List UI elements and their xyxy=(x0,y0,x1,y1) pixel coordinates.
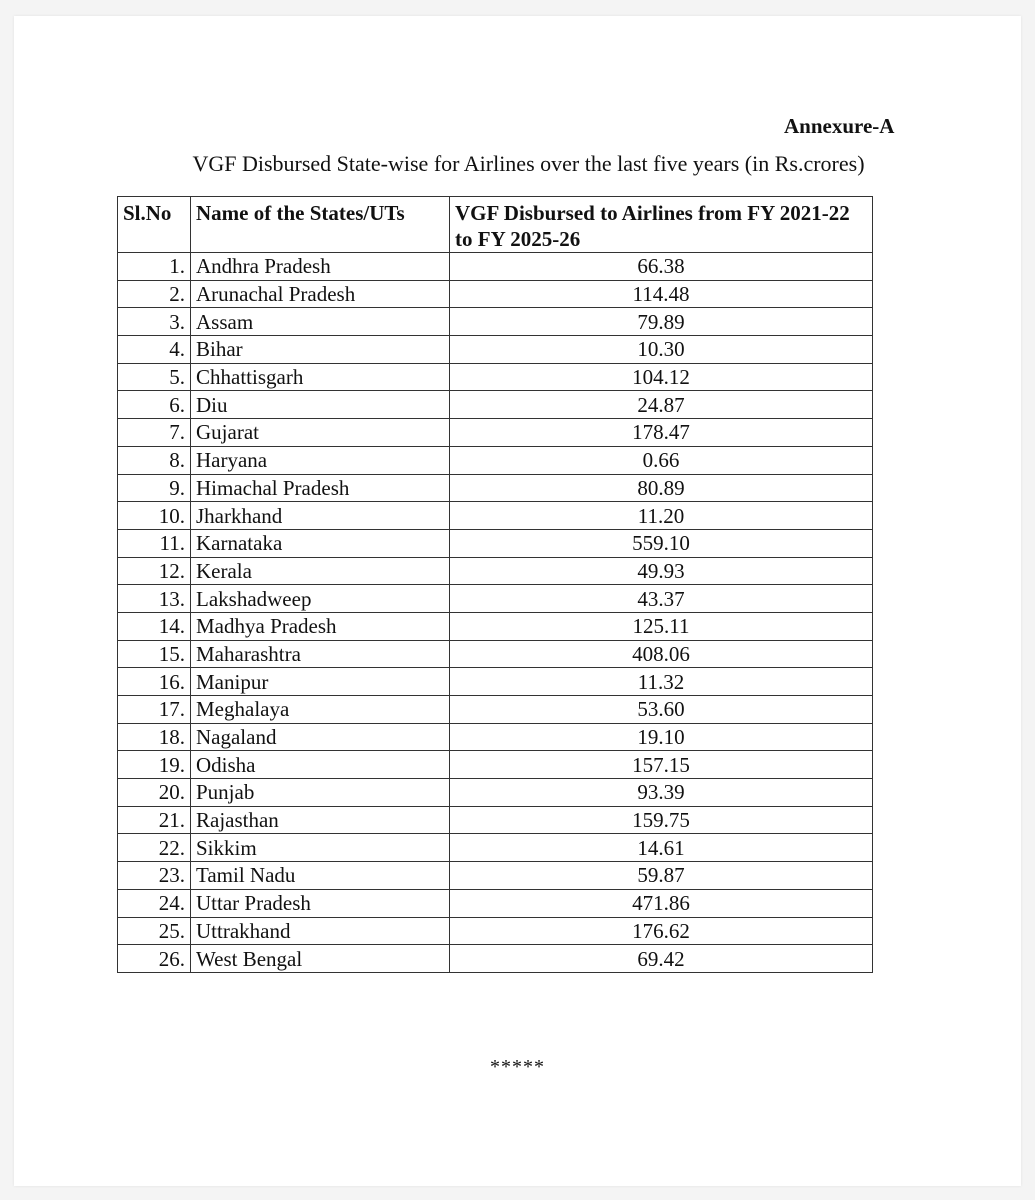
sl-no-cell: 13. xyxy=(118,585,191,613)
vgf-value-cell: 19.10 xyxy=(450,723,873,751)
sl-no-cell: 5. xyxy=(118,363,191,391)
vgf-value-cell: 80.89 xyxy=(450,474,873,502)
sl-no-cell: 7. xyxy=(118,419,191,447)
vgf-value-cell: 53.60 xyxy=(450,696,873,724)
table-body xyxy=(118,253,873,973)
sl-no-cell: 12. xyxy=(118,557,191,585)
sl-no-cell: 4. xyxy=(118,336,191,364)
table-header-row xyxy=(118,197,873,253)
table-row xyxy=(118,723,873,751)
state-name-cell: Kerala xyxy=(191,557,450,585)
state-name-cell: West Bengal xyxy=(191,945,450,973)
table-row xyxy=(118,336,873,364)
state-name-cell: Maharashtra xyxy=(191,640,450,668)
state-name-cell: Gujarat xyxy=(191,419,450,447)
table-row xyxy=(118,640,873,668)
vgf-table xyxy=(117,196,873,973)
vgf-value-cell: 79.89 xyxy=(450,308,873,336)
table-row xyxy=(118,779,873,807)
vgf-value-cell: 559.10 xyxy=(450,529,873,557)
sl-no-cell: 2. xyxy=(118,280,191,308)
sl-no-cell: 3. xyxy=(118,308,191,336)
table-row xyxy=(118,363,873,391)
state-name-cell: Bihar xyxy=(191,336,450,364)
state-name-cell: Manipur xyxy=(191,668,450,696)
vgf-value-cell: 471.86 xyxy=(450,889,873,917)
table-row xyxy=(118,308,873,336)
state-name-cell: Assam xyxy=(191,308,450,336)
table-row xyxy=(118,502,873,530)
state-name-cell: Jharkhand xyxy=(191,502,450,530)
vgf-value-cell: 49.93 xyxy=(450,557,873,585)
vgf-value-cell: 24.87 xyxy=(450,391,873,419)
table-row xyxy=(118,834,873,862)
table-row xyxy=(118,474,873,502)
header-sl-no: Sl.No xyxy=(118,197,191,253)
sl-no-cell: 10. xyxy=(118,502,191,530)
table-row xyxy=(118,751,873,779)
state-name-cell: Uttar Pradesh xyxy=(191,889,450,917)
table-row xyxy=(118,557,873,585)
sl-no-cell: 20. xyxy=(118,779,191,807)
state-name-cell: Lakshadweep xyxy=(191,585,450,613)
vgf-value-cell: 157.15 xyxy=(450,751,873,779)
table-row xyxy=(118,253,873,281)
vgf-value-cell: 11.32 xyxy=(450,668,873,696)
table-row xyxy=(118,945,873,973)
state-name-cell: Odisha xyxy=(191,751,450,779)
state-name-cell: Himachal Pradesh xyxy=(191,474,450,502)
table-row xyxy=(118,917,873,945)
vgf-value-cell: 66.38 xyxy=(450,253,873,281)
header-vgf-disbursed: VGF Disbursed to Airlines from FY 2021-22 to FY 2025-26 xyxy=(450,197,873,253)
table-row xyxy=(118,529,873,557)
vgf-value-cell: 176.62 xyxy=(450,917,873,945)
vgf-value-cell: 104.12 xyxy=(450,363,873,391)
vgf-value-cell: 10.30 xyxy=(450,336,873,364)
sl-no-cell: 1. xyxy=(118,253,191,281)
state-name-cell: Nagaland xyxy=(191,723,450,751)
table-row xyxy=(118,889,873,917)
state-name-cell: Andhra Pradesh xyxy=(191,253,450,281)
vgf-value-cell: 14.61 xyxy=(450,834,873,862)
sl-no-cell: 18. xyxy=(118,723,191,751)
state-name-cell: Punjab xyxy=(191,779,450,807)
state-name-cell: Sikkim xyxy=(191,834,450,862)
vgf-value-cell: 114.48 xyxy=(450,280,873,308)
table-row xyxy=(118,280,873,308)
header-state: Name of the States/UTs xyxy=(191,197,450,253)
state-name-cell: Chhattisgarh xyxy=(191,363,450,391)
table-row xyxy=(118,585,873,613)
vgf-value-cell: 43.37 xyxy=(450,585,873,613)
document-title: VGF Disbursed State-wise for Airlines over the last five years (in Rs.crores) xyxy=(192,151,865,176)
vgf-value-cell: 69.42 xyxy=(450,945,873,973)
vgf-value-cell: 125.11 xyxy=(450,612,873,640)
vgf-value-cell: 93.39 xyxy=(450,779,873,807)
table-row xyxy=(118,806,873,834)
sl-no-cell: 25. xyxy=(118,917,191,945)
state-name-cell: Arunachal Pradesh xyxy=(191,280,450,308)
sl-no-cell: 11. xyxy=(118,529,191,557)
state-name-cell: Haryana xyxy=(191,446,450,474)
sl-no-cell: 9. xyxy=(118,474,191,502)
sl-no-cell: 26. xyxy=(118,945,191,973)
table-row xyxy=(118,612,873,640)
table-row xyxy=(118,668,873,696)
sl-no-cell: 17. xyxy=(118,696,191,724)
sl-no-cell: 22. xyxy=(118,834,191,862)
vgf-value-cell: 11.20 xyxy=(450,502,873,530)
vgf-value-cell: 159.75 xyxy=(450,806,873,834)
state-name-cell: Diu xyxy=(191,391,450,419)
state-name-cell: Karnataka xyxy=(191,529,450,557)
table-row xyxy=(118,862,873,890)
state-name-cell: Madhya Pradesh xyxy=(191,612,450,640)
table-row xyxy=(118,696,873,724)
state-name-cell: Uttrakhand xyxy=(191,917,450,945)
sl-no-cell: 16. xyxy=(118,668,191,696)
table-row xyxy=(118,391,873,419)
state-name-cell: Meghalaya xyxy=(191,696,450,724)
state-name-cell: Tamil Nadu xyxy=(191,862,450,890)
vgf-value-cell: 178.47 xyxy=(450,419,873,447)
sl-no-cell: 23. xyxy=(118,862,191,890)
vgf-value-cell: 408.06 xyxy=(450,640,873,668)
sl-no-cell: 15. xyxy=(118,640,191,668)
state-name-cell: Rajasthan xyxy=(191,806,450,834)
vgf-value-cell: 59.87 xyxy=(450,862,873,890)
table-row xyxy=(118,419,873,447)
sl-no-cell: 21. xyxy=(118,806,191,834)
annexure-label: Annexure-A xyxy=(784,114,895,138)
end-mark: ***** xyxy=(490,1056,545,1078)
sl-no-cell: 24. xyxy=(118,889,191,917)
sl-no-cell: 14. xyxy=(118,612,191,640)
sl-no-cell: 19. xyxy=(118,751,191,779)
sl-no-cell: 8. xyxy=(118,446,191,474)
table-row xyxy=(118,446,873,474)
sl-no-cell: 6. xyxy=(118,391,191,419)
vgf-value-cell: 0.66 xyxy=(450,446,873,474)
